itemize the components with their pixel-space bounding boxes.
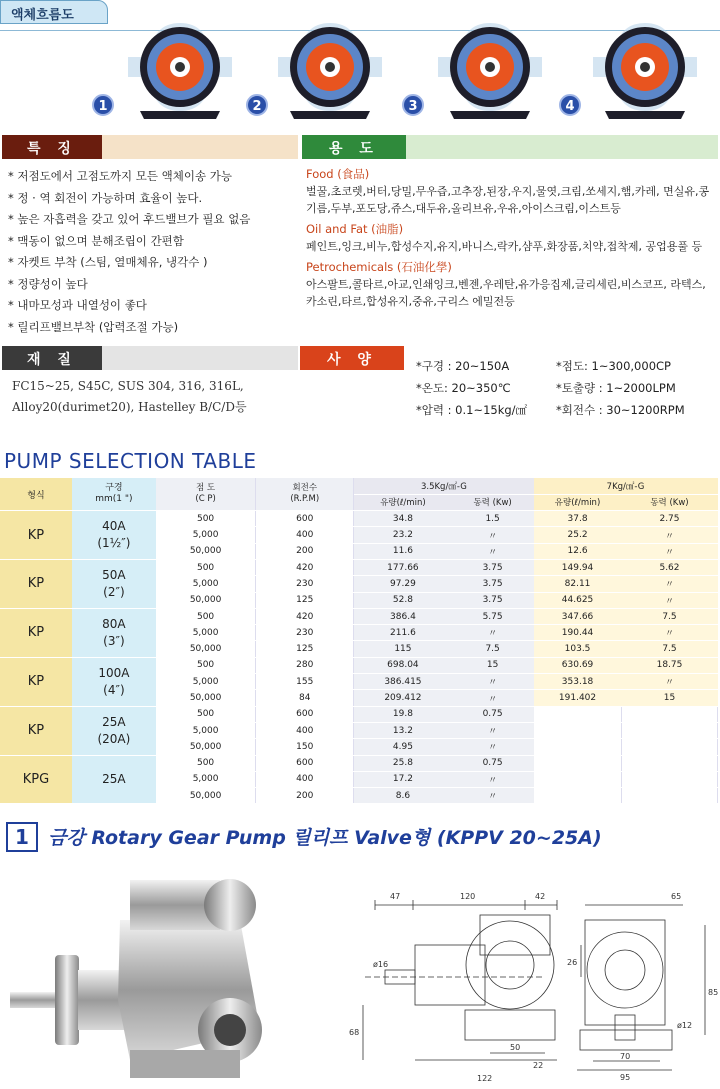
- table-row: [0, 559, 718, 575]
- spec-item: *회전수 : 30~1200RPM: [556, 403, 685, 417]
- cell-power-7: [622, 739, 718, 755]
- cell-flow-7: 190.44: [534, 625, 622, 641]
- step-2: 2: [246, 94, 268, 116]
- cell-power-35: 1.5: [452, 511, 534, 527]
- cell-power-7: 〃: [622, 576, 718, 592]
- cell-viscosity: 50,000: [156, 641, 256, 657]
- uses-header-bar: [302, 135, 718, 159]
- cell-power-35: 〃: [452, 625, 534, 641]
- cell-power-35: 3.75: [452, 576, 534, 592]
- dim-side-phi12: ø12: [677, 1021, 693, 1030]
- header-power-35: 동력 (Kw): [452, 494, 534, 510]
- cell-flow-7: 82.11: [534, 576, 622, 592]
- use-category-food: Food (食品): [306, 167, 370, 181]
- list-item: * 맥동이 없으며 분해조립이 간편함: [8, 233, 184, 248]
- dim-front-47: 47: [390, 892, 401, 901]
- cell-power-35: 〃: [452, 690, 534, 706]
- spec-item: *구경 : 20~150A: [416, 359, 510, 373]
- cell-flow-35: 4.95: [354, 739, 452, 755]
- use-category-petro: Petrochemicals (石油化學): [306, 260, 452, 274]
- cell-viscosity: 500: [156, 706, 256, 722]
- cell-flow-7: 12.6: [534, 543, 622, 559]
- cell-power-35: 〃: [452, 722, 534, 738]
- cell-flow-35: 52.8: [354, 592, 452, 608]
- cell-rpm: 230: [256, 625, 354, 641]
- cell-rpm: 125: [256, 641, 354, 657]
- cell-rpm: 420: [256, 608, 354, 624]
- cell-viscosity: 5,000: [156, 576, 256, 592]
- dim-front-120: 120: [460, 892, 476, 901]
- cell-flow-7: 103.5: [534, 641, 622, 657]
- dim-front-50: 50: [510, 1043, 521, 1052]
- cell-rpm: 280: [256, 657, 354, 673]
- cell-viscosity: 5,000: [156, 625, 256, 641]
- cell-viscosity: 500: [156, 559, 256, 575]
- table-row: [0, 511, 718, 527]
- cell-flow-7: [534, 755, 622, 771]
- cell-viscosity: 50,000: [156, 543, 256, 559]
- cell-type: KP: [0, 559, 72, 608]
- cell-power-7: 〃: [622, 543, 718, 559]
- section-number: 1: [6, 822, 38, 852]
- cell-power-35: 〃: [452, 527, 534, 543]
- cell-flow-35: 211.6: [354, 625, 452, 641]
- pump-stage-3: [438, 23, 542, 119]
- cell-size: 100A (4″): [72, 657, 156, 706]
- cell-size: 40A (1½″): [72, 511, 156, 560]
- header-size: 구경 mm(1 "): [72, 478, 156, 511]
- cell-power-35: 〃: [452, 543, 534, 559]
- uses-title: 용 도: [302, 135, 406, 159]
- cell-rpm: 155: [256, 674, 354, 690]
- cell-power-7: 5.62: [622, 559, 718, 575]
- spec-item: *점도: 1~300,000CP: [556, 359, 671, 373]
- cell-power-35: 15: [452, 657, 534, 673]
- table-row: [0, 755, 718, 771]
- cell-rpm: 200: [256, 543, 354, 559]
- header-power-7: 동력 (Kw): [622, 494, 718, 510]
- dim-side-70: 70: [620, 1052, 631, 1061]
- cell-flow-7: 25.2: [534, 527, 622, 543]
- cell-flow-7: [534, 739, 622, 755]
- cell-size: 25A (20A): [72, 706, 156, 755]
- cell-flow-35: 11.6: [354, 543, 452, 559]
- cell-power-7: 〃: [622, 592, 718, 608]
- use-text-petro: 아스팔트,콜타르,아교,인쇄잉크,벤젠,우레탄,유가응집제,글리세린,비스코프, 라텍스,카소린,타르,합성유지,중유,구리스 에밀전등: [306, 278, 706, 308]
- use-category-oil: Oil and Fat (油脂): [306, 222, 404, 236]
- dim-side-26: 26: [567, 958, 578, 967]
- header-flow-7: 유량(ℓ/min): [534, 494, 622, 510]
- spec-title: 사 양: [300, 346, 404, 370]
- cell-power-7: 18.75: [622, 657, 718, 673]
- dim-front-122: 122: [477, 1074, 493, 1083]
- cell-viscosity: 500: [156, 755, 256, 771]
- spec-item: *온도: 20~350℃: [416, 381, 511, 395]
- cell-rpm: 420: [256, 559, 354, 575]
- cell-viscosity: 50,000: [156, 690, 256, 706]
- cell-flow-7: 37.8: [534, 511, 622, 527]
- flow-diagram-tab: 액체흐름도: [0, 0, 108, 24]
- dim-front-68: 68: [349, 1028, 360, 1037]
- pump-stage-1: [128, 23, 232, 119]
- cell-viscosity: 500: [156, 657, 256, 673]
- cell-viscosity: 50,000: [156, 592, 256, 608]
- table-row: [0, 657, 718, 673]
- cell-type: KP: [0, 511, 72, 560]
- cell-flow-7: [534, 722, 622, 738]
- header-pressure-35: 3.5Kg/㎠-G: [354, 478, 534, 494]
- spec-item: *토출량 : 1~2000LPM: [556, 381, 676, 395]
- features-title: 특 징: [2, 135, 102, 159]
- cell-power-7: [622, 706, 718, 722]
- header-rpm: 회전수 (R.P.M): [256, 478, 354, 511]
- cell-viscosity: 5,000: [156, 722, 256, 738]
- cell-rpm: 230: [256, 576, 354, 592]
- cell-power-7: 2.75: [622, 511, 718, 527]
- dim-side-85: 85: [708, 988, 719, 997]
- cell-power-7: 15: [622, 690, 718, 706]
- pump-stage-4: [593, 23, 697, 119]
- list-item: * 높은 자흡력을 갖고 있어 후드밸브가 필요 없음: [8, 212, 251, 226]
- cell-rpm: 600: [256, 755, 354, 771]
- cell-power-35: 3.75: [452, 592, 534, 608]
- cell-power-7: 7.5: [622, 608, 718, 624]
- pump-photo: [0, 860, 300, 1089]
- cell-power-35: 0.75: [452, 755, 534, 771]
- cell-rpm: 125: [256, 592, 354, 608]
- cell-power-7: [622, 788, 718, 804]
- list-item: * 정량성이 높다: [8, 276, 88, 291]
- cell-flow-35: 13.2: [354, 722, 452, 738]
- header-pressure-7: 7Kg/㎠-G: [534, 478, 718, 494]
- cell-flow-7: [534, 771, 622, 787]
- cell-power-7: 〃: [622, 674, 718, 690]
- cell-viscosity: 5,000: [156, 527, 256, 543]
- material-text: FC15~25, S45C, SUS 304, 316, 316L, Alloy20(durimet20), Hastelley B/C/D등: [12, 379, 247, 414]
- cell-flow-7: [534, 788, 622, 804]
- cell-viscosity: 500: [156, 608, 256, 624]
- cell-rpm: 84: [256, 690, 354, 706]
- spec-item: *압력 : 0.1~15kg/㎠: [416, 403, 528, 417]
- header-viscosity: 점 도 (C P): [156, 478, 256, 511]
- cell-flow-7: [534, 706, 622, 722]
- cell-power-35: 〃: [452, 739, 534, 755]
- pump-stage-2: [278, 23, 382, 119]
- cell-size: 50A (2″): [72, 559, 156, 608]
- cell-power-7: 〃: [622, 625, 718, 641]
- cell-flow-7: 191.402: [534, 690, 622, 706]
- cell-flow-35: 23.2: [354, 527, 452, 543]
- cell-type: KP: [0, 706, 72, 755]
- pump-selection-table: [0, 478, 718, 804]
- cell-flow-35: 698.04: [354, 657, 452, 673]
- list-item: * 내마모성과 내열성이 좋다: [8, 298, 147, 312]
- spec-header-bar: [300, 346, 404, 370]
- cell-power-7: [622, 755, 718, 771]
- cell-power-7: [622, 771, 718, 787]
- cell-rpm: 400: [256, 722, 354, 738]
- cell-power-35: 〃: [452, 788, 534, 804]
- table-row: [0, 706, 718, 722]
- cell-type: KP: [0, 657, 72, 706]
- cell-flow-35: 386.4: [354, 608, 452, 624]
- step-4: 4: [559, 94, 581, 116]
- cell-viscosity: 50,000: [156, 788, 256, 804]
- list-item: * 자켓트 부착 (스팀, 열매체유, 냉각수 ): [8, 255, 208, 269]
- cell-type: KP: [0, 608, 72, 657]
- cell-flow-35: 17.2: [354, 771, 452, 787]
- cell-flow-35: 34.8: [354, 511, 452, 527]
- cell-size: 25A: [72, 755, 156, 804]
- cell-power-35: 3.75: [452, 559, 534, 575]
- cell-viscosity: 5,000: [156, 771, 256, 787]
- cell-viscosity: 50,000: [156, 739, 256, 755]
- cell-viscosity: 500: [156, 511, 256, 527]
- table-row: [0, 608, 718, 624]
- cell-power-7: [622, 722, 718, 738]
- step-1: 1: [92, 94, 114, 116]
- cell-rpm: 400: [256, 771, 354, 787]
- cell-power-7: 〃: [622, 527, 718, 543]
- header-type: 형식: [0, 478, 72, 511]
- features-header-bar: [2, 135, 298, 159]
- cell-flow-35: 97.29: [354, 576, 452, 592]
- cell-power-35: 〃: [452, 674, 534, 690]
- table-header-row: [0, 478, 718, 494]
- dim-front-42: 42: [535, 892, 546, 901]
- step-3: 3: [402, 94, 424, 116]
- dim-front-phi16: ø16: [373, 960, 389, 969]
- cell-flow-35: 386.415: [354, 674, 452, 690]
- cell-rpm: 400: [256, 527, 354, 543]
- dim-side-95: 95: [620, 1073, 631, 1082]
- cell-rpm: 600: [256, 706, 354, 722]
- list-item: * 저점도에서 고점도까지 모든 액체이송 가능: [8, 169, 232, 183]
- cell-flow-7: 347.66: [534, 608, 622, 624]
- cell-flow-35: 115: [354, 641, 452, 657]
- use-text-oil: 페인트,잉크,비누,합성수지,유지,바니스,락카,샴푸,화장품,치약,접착제, 공업용풀 등: [306, 240, 703, 253]
- cell-viscosity: 5,000: [156, 674, 256, 690]
- cell-flow-35: 25.8: [354, 755, 452, 771]
- cell-type: KPG: [0, 755, 72, 804]
- cell-power-35: 0.75: [452, 706, 534, 722]
- cell-flow-7: 44.625: [534, 592, 622, 608]
- cell-flow-35: 177.66: [354, 559, 452, 575]
- use-text-food: 벌꿀,초코렛,버터,당밀,무우즙,고추장,된장,우지,물엿,크림,쏘세지,햄,카레, 면실유,콩기름,두부,포도당,쥬스,대두유,올리브유,우유,아이스크림,이스트등: [306, 185, 710, 215]
- cell-rpm: 200: [256, 788, 354, 804]
- cell-rpm: 150: [256, 739, 354, 755]
- cell-size: 80A (3″): [72, 608, 156, 657]
- features-list: [8, 166, 298, 338]
- cell-power-7: 7.5: [622, 641, 718, 657]
- list-item: * 릴리프밸브부착 (압력조절 가능): [8, 319, 179, 334]
- material-title: 재 질: [2, 346, 102, 370]
- table-title: PUMP SELECTION TABLE: [4, 449, 257, 473]
- dim-side-65: 65: [671, 892, 682, 901]
- uses-list: [306, 166, 716, 310]
- material-header-bar: [2, 346, 298, 370]
- list-item: * 정 · 역 회전이 가능하며 효율이 높다.: [8, 190, 203, 205]
- dimension-drawing: [345, 885, 720, 1089]
- cell-flow-7: 630.69: [534, 657, 622, 673]
- cell-rpm: 600: [256, 511, 354, 527]
- cell-flow-35: 19.8: [354, 706, 452, 722]
- section-title: 금강 Rotary Gear Pump 릴리프 Valve형 (KPPV 20~25A): [48, 827, 602, 849]
- cell-flow-7: 353.18: [534, 674, 622, 690]
- dim-front-22: 22: [533, 1061, 544, 1070]
- header-flow-35: 유량(ℓ/min): [354, 494, 452, 510]
- cell-power-35: 〃: [452, 771, 534, 787]
- cell-power-35: 5.75: [452, 608, 534, 624]
- cell-flow-35: 209.412: [354, 690, 452, 706]
- cell-flow-35: 8.6: [354, 788, 452, 804]
- cell-flow-7: 149.94: [534, 559, 622, 575]
- cell-power-35: 7.5: [452, 641, 534, 657]
